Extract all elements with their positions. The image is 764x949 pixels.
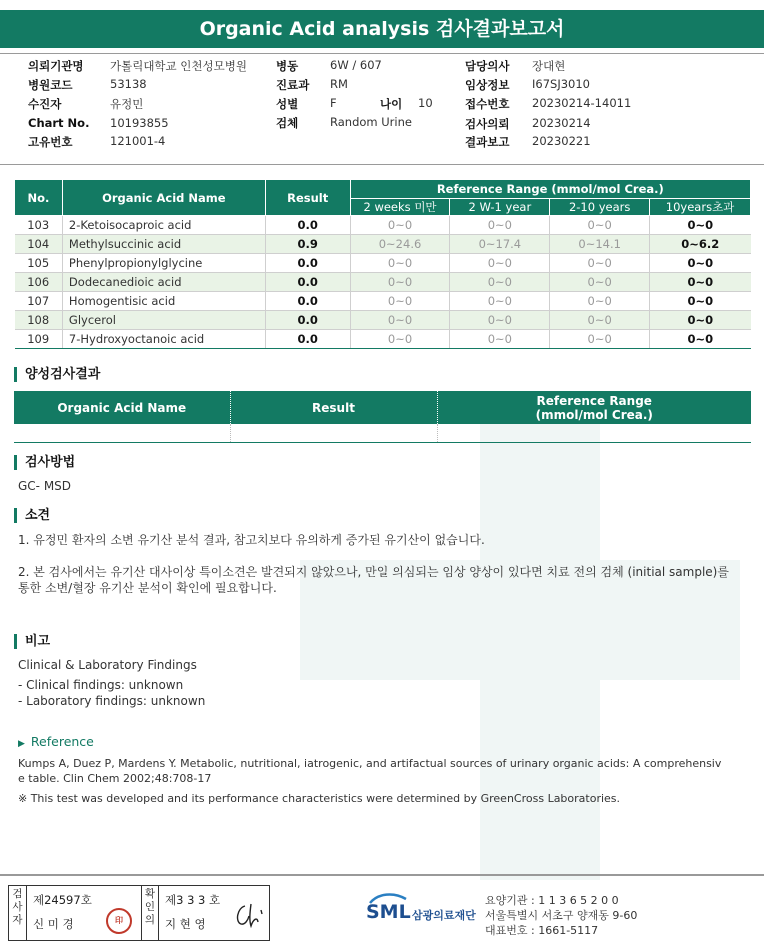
ref-2w-1-year: 0~0	[450, 216, 550, 235]
ref-2-10-years: 0~0	[550, 311, 650, 330]
table-row	[15, 254, 751, 273]
acid-name: Dodecanedioic acid	[62, 273, 265, 292]
confirmer-license: 제3 3 3 호	[165, 893, 221, 907]
institution-value: 가톨릭대학교 인천성모병원	[110, 59, 247, 73]
ref-under-2-weeks: 0~24.6	[350, 235, 450, 254]
findings-heading: 소견	[14, 508, 50, 523]
doctor-value: 장대현	[532, 59, 566, 73]
col-header-range: 2 W-1 year	[450, 199, 550, 216]
remarks-heading-text: Clinical & Laboratory Findings	[18, 658, 197, 672]
col-header-range: 10years초과	[650, 199, 751, 216]
method-heading: 검사방법	[14, 455, 75, 470]
table-row	[15, 216, 751, 235]
confirmer-name: 지 현 영	[165, 917, 206, 931]
ref-2-10-years: 0~0	[550, 254, 650, 273]
ref-2-10-years: 0~0	[550, 292, 650, 311]
recipient-value: 유정민	[110, 97, 144, 111]
ref-over-10-years: 0~6.2	[650, 235, 751, 254]
care-code: 요양기관 : 1 1 3 6 5 2 0 0	[485, 894, 619, 907]
report-title: Organic Acid analysis 검사결과보고서	[0, 10, 764, 48]
confirmer-label: 확인의	[141, 886, 159, 940]
ref-over-10-years: 0~0	[650, 273, 751, 292]
sml-logo	[366, 893, 484, 933]
ref-over-10-years: 0~0	[650, 311, 751, 330]
chart-no-label: Chart No.	[28, 116, 90, 130]
col-header-no: No.	[15, 180, 63, 216]
institution-label: 의뢰기관명	[28, 59, 84, 73]
positive-col-reference	[437, 391, 751, 424]
receipt-no-value: 20230214-14011	[532, 96, 632, 110]
ref-2w-1-year: 0~0	[450, 311, 550, 330]
row-no: 104	[15, 235, 63, 254]
ref-2w-1-year: 0~17.4	[450, 235, 550, 254]
table-row	[14, 424, 751, 442]
result-value: 0.0	[265, 216, 350, 235]
tester-seal: 印	[106, 908, 132, 934]
acid-name: Homogentisic acid	[62, 292, 265, 311]
ward-label: 병동	[276, 59, 299, 73]
row-no: 109	[15, 330, 63, 349]
ref-2-10-years: 0~0	[550, 330, 650, 349]
acid-name: 2-Ketoisocaproic acid	[62, 216, 265, 235]
ref-under-2-weeks: 0~0	[350, 311, 450, 330]
ref-under-2-weeks: 0~0	[350, 330, 450, 349]
receipt-no-label: 접수번호	[465, 97, 510, 111]
table-row	[15, 330, 751, 349]
col-header-reference: Reference Range (mmol/mol Crea.)	[350, 180, 750, 199]
row-no: 103	[15, 216, 63, 235]
method-text: GC- MSD	[18, 479, 72, 493]
chart-no-value: 10193855	[110, 116, 169, 130]
age-value: 10	[418, 96, 433, 110]
col-header-range: 2 weeks 미만	[350, 199, 450, 216]
specimen-value: Random Urine	[330, 115, 412, 129]
ref-2-10-years: 0~14.1	[550, 235, 650, 254]
positive-col-name: Organic Acid Name	[14, 391, 230, 424]
col-header-name: Organic Acid Name	[62, 180, 265, 216]
department-label: 진료과	[276, 78, 310, 92]
ref-2w-1-year: 0~0	[450, 254, 550, 273]
sex-label: 성별	[276, 97, 299, 111]
clinical-info-value: I67SJ3010	[532, 77, 590, 91]
request-date-label: 검사의뢰	[465, 117, 510, 131]
acid-name: Phenylpropionylglycine	[62, 254, 265, 273]
tester-license: 제24597호	[33, 893, 92, 907]
result-value: 0.0	[265, 330, 350, 349]
positive-results-table	[14, 391, 751, 443]
ref-under-2-weeks: 0~0	[350, 292, 450, 311]
hospital-code-label: 병원코드	[28, 78, 73, 92]
handwritten-signature	[231, 898, 265, 932]
ward-value: 6W / 607	[330, 58, 382, 72]
citation-line-2: e table. Clin Chem 2002;48:708-17	[18, 772, 212, 785]
department-value: RM	[330, 77, 348, 91]
organic-acid-results-table	[14, 179, 751, 349]
patient-info	[0, 56, 764, 152]
findings-line-2b: 통한 소변/혈장 유기산 분석이 확인에 필요합니다.	[18, 581, 277, 595]
ref-2w-1-year: 0~0	[450, 330, 550, 349]
acid-name: Glycerol	[62, 311, 265, 330]
row-no: 107	[15, 292, 63, 311]
acid-name: Methylsuccinic acid	[62, 235, 265, 254]
ref-over-10-years: 0~0	[650, 254, 751, 273]
sex-value: F	[330, 96, 337, 110]
age-label: 나이	[380, 97, 403, 111]
triangle-icon: ▶	[18, 739, 25, 749]
ref-under-2-weeks: 0~0	[350, 216, 450, 235]
ref-2w-1-year: 0~0	[450, 292, 550, 311]
report-date-value: 20230221	[532, 134, 591, 148]
clinical-findings: - Clinical findings: unknown	[18, 678, 184, 692]
unique-no-value: 121001-4	[110, 134, 166, 148]
divider	[0, 53, 764, 54]
logo-text: SML	[366, 901, 411, 923]
specimen-label: 검체	[276, 116, 299, 130]
result-value: 0.0	[265, 292, 350, 311]
tester-name: 신 미 경	[33, 917, 74, 931]
table-row	[15, 235, 751, 254]
table-row	[15, 273, 751, 292]
ref-2-10-years: 0~0	[550, 216, 650, 235]
citation-line-1: Kumps A, Duez P, Mardens Y. Metabolic, nutritional, iatrogenic, and artifactual sources of urinary organic acids: A comprehensiv	[18, 757, 722, 770]
findings-line-2a: 2. 본 검사에서는 유기산 대사이상 특이소견은 발견되지 않았으나, 만일 의심되는 임상 양상이 있다면 치료 전의 검체 (initial sample)를	[18, 565, 729, 579]
divider	[0, 164, 764, 165]
organization-name: 삼광의료재단	[412, 909, 476, 922]
col-header-range: 2-10 years	[550, 199, 650, 216]
ref-over-10-years: 0~0	[650, 216, 751, 235]
clinical-info-label: 임상정보	[465, 78, 510, 92]
positive-col-result: Result	[230, 391, 437, 424]
reference-heading	[18, 734, 94, 749]
report-date-label: 결과보고	[465, 135, 510, 149]
footer-divider	[0, 874, 764, 876]
organization-phone: 대표번호 : 1661-5117	[485, 924, 599, 937]
result-value: 0.0	[265, 311, 350, 330]
result-value: 0.0	[265, 254, 350, 273]
background-watermark	[300, 420, 764, 880]
table-row	[15, 292, 751, 311]
hospital-code-value: 53138	[110, 77, 147, 91]
ref-under-2-weeks: 0~0	[350, 273, 450, 292]
tester-label: 검사자	[9, 886, 27, 940]
signature-box	[8, 885, 270, 941]
acid-name: 7-Hydroxyoctanoic acid	[62, 330, 265, 349]
col-header-result: Result	[265, 180, 350, 216]
doctor-label: 담당의사	[465, 59, 510, 73]
ref-over-10-years: 0~0	[650, 330, 751, 349]
organization-info	[485, 893, 637, 938]
row-no: 105	[15, 254, 63, 273]
development-note: ※ This test was developed and its performance characteristics were determined by GreenCross Laboratories.	[18, 792, 621, 805]
findings-line-1: 1. 유정민 환자의 소변 유기산 분석 결과, 참고치보다 유의하게 증가된 유기산이 없습니다.	[18, 533, 485, 547]
ref-2w-1-year: 0~0	[450, 273, 550, 292]
ref-under-2-weeks: 0~0	[350, 254, 450, 273]
table-row	[15, 311, 751, 330]
positive-col-reference-line1: Reference Range	[536, 393, 652, 408]
remarks-heading: 비고	[14, 634, 50, 649]
result-value: 0.0	[265, 273, 350, 292]
laboratory-findings: - Laboratory findings: unknown	[18, 694, 206, 708]
result-value: 0.9	[265, 235, 350, 254]
positive-col-reference-line2: (mmol/mol Crea.)	[535, 407, 653, 422]
ref-2-10-years: 0~0	[550, 273, 650, 292]
ref-over-10-years: 0~0	[650, 292, 751, 311]
recipient-label: 수진자	[28, 97, 62, 111]
positive-results-heading: 양성검사결과	[14, 367, 100, 382]
unique-no-label: 고유번호	[28, 135, 73, 149]
request-date-value: 20230214	[532, 116, 591, 130]
reference-title: Reference	[30, 734, 94, 749]
organization-address: 서울특별시 서초구 양재동 9-60	[485, 909, 638, 922]
row-no: 108	[15, 311, 63, 330]
row-no: 106	[15, 273, 63, 292]
